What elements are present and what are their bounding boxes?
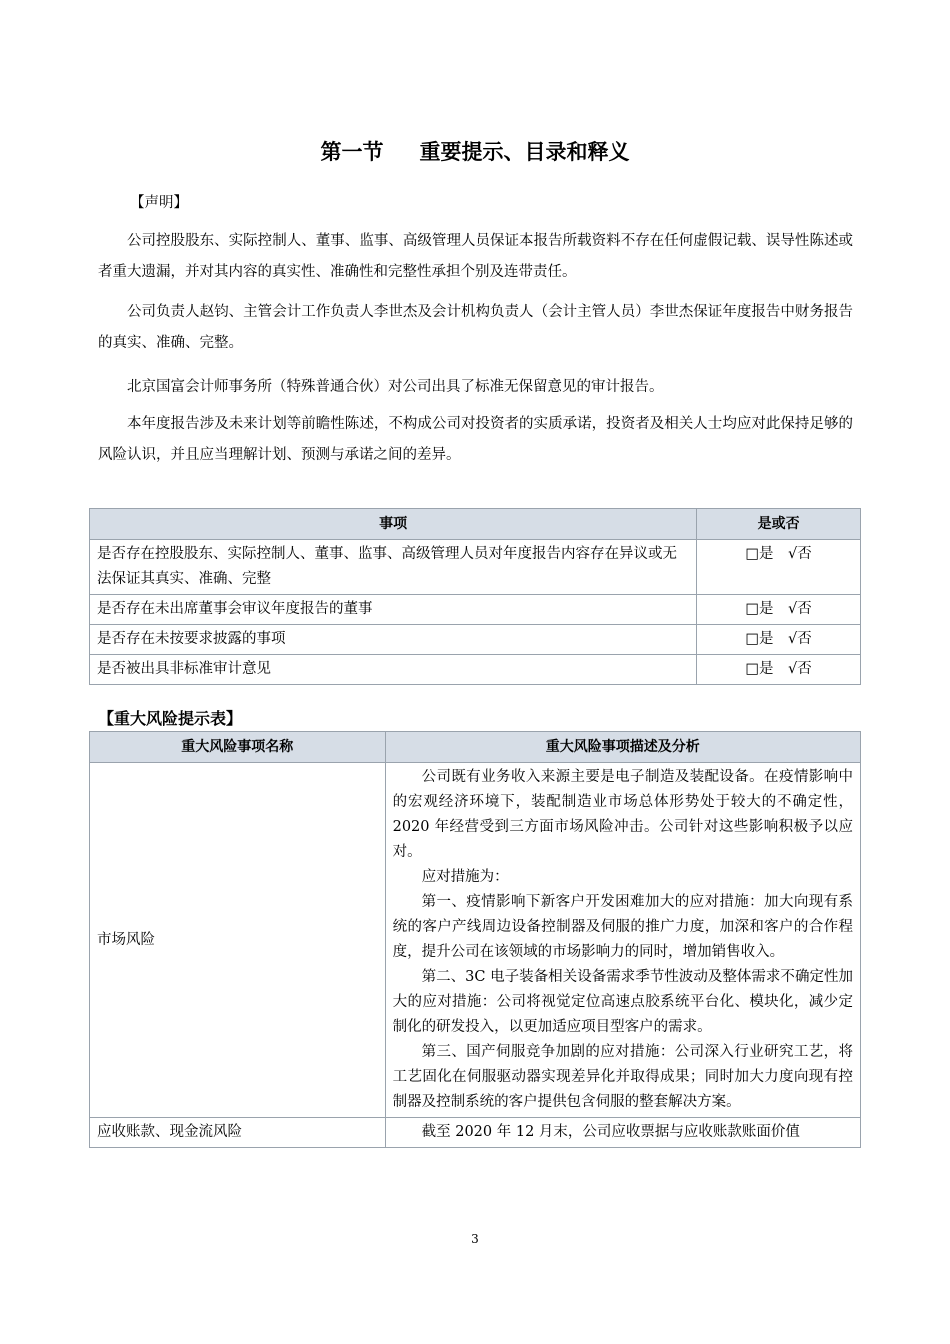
check-item: 是否被出具非标准审计意见 xyxy=(90,655,697,685)
table-header-row xyxy=(90,732,861,763)
table-row xyxy=(90,655,861,685)
risk-name: 应收账款、现金流风险 xyxy=(90,1118,386,1148)
page-number: 3 xyxy=(471,1232,479,1246)
column-header: 是或否 xyxy=(697,509,861,540)
check-table xyxy=(89,508,861,685)
check-answer: □是 √否 xyxy=(697,595,861,625)
risk-paragraph: 公司既有业务收入来源主要是电子制造及装配设备。在疫情影响中的宏观经济环境下，装配制造业市场总体形势处于较大的不确定性，2020 年经营受到三方面市场风险冲击。公司针对这些影响积极予以应对。 xyxy=(392,769,853,860)
table-row xyxy=(90,1118,861,1148)
column-header: 重大风险事项描述及分析 xyxy=(385,732,860,763)
table-row xyxy=(90,540,861,595)
risk-table xyxy=(89,731,861,1148)
column-header: 重大风险事项名称 xyxy=(90,732,386,763)
risk-description xyxy=(385,1118,860,1148)
declaration-heading: 【声明】 xyxy=(130,195,188,211)
declaration-paragraph: 公司负责人赵钧、主管会计工作负责人李世杰及会计机构负责人（会计主管人员）李世杰保证年度报告中财务报告的真实、准确、完整。 xyxy=(98,304,853,351)
risk-paragraph: 第一、疫情影响下新客户开发困难加大的应对措施：加大向现有系统的客户产线周边设备控制器及伺服的推广力度，加深和客户的合作程度，提升公司在该领域的市场影响力的同时，增加销售收入。 xyxy=(392,894,853,960)
check-item: 是否存在未按要求披露的事项 xyxy=(90,625,697,655)
check-answer: □是 √否 xyxy=(697,540,861,595)
risk-paragraph: 第三、国产伺服竞争加剧的应对措施：公司深入行业研究工艺，将工艺固化在伺服驱动器实现差异化并取得成果；同时加大力度向现有控制器及控制系统的客户提供包含伺服的整套解决方案。 xyxy=(392,1044,853,1110)
check-answer: □是 √否 xyxy=(697,655,861,685)
declaration-paragraph: 公司控股股东、实际控制人、董事、监事、高级管理人员保证本报告所载资料不存在任何虚假记载、误导性陈述或者重大遗漏，并对其内容的真实性、准确性和完整性承担个别及连带责任。 xyxy=(98,233,853,280)
table-row xyxy=(90,763,861,1118)
check-item: 是否存在未出席董事会审议年度报告的董事 xyxy=(90,595,697,625)
check-item: 是否存在控股股东、实际控制人、董事、监事、高级管理人员对年度报告内容存在异议或无法保证其真实、准确、完整 xyxy=(90,540,697,595)
column-header: 事项 xyxy=(90,509,697,540)
table-header-row xyxy=(90,509,861,540)
check-answer: □是 √否 xyxy=(697,625,861,655)
risk-paragraph: 第二、3C 电子装备相关设备需求季节性波动及整体需求不确定性加大的应对措施：公司将视觉定位高速点胶系统平台化、模块化，减少定制化的研发投入，以更加适应项目型客户的需求。 xyxy=(392,969,853,1035)
risk-name: 市场风险 xyxy=(90,763,386,1118)
risk-table-heading: 【重大风险提示表】 xyxy=(98,709,243,728)
page-title: 第一节 重要提示、目录和释义 xyxy=(320,140,630,164)
risk-description xyxy=(385,763,860,1118)
risk-paragraph: 截至 2020 年 12 月末，公司应收票据与应收账款账面价值 xyxy=(421,1124,800,1140)
declaration-paragraph: 本年度报告涉及未来计划等前瞻性陈述，不构成公司对投资者的实质承诺，投资者及相关人士均应对此保持足够的风险认识，并且应当理解计划、预测与承诺之间的差异。 xyxy=(98,416,853,463)
risk-paragraph: 应对措施为： xyxy=(421,869,509,885)
declaration-paragraph: 北京国富会计师事务所（特殊普通合伙）对公司出具了标准无保留意见的审计报告。 xyxy=(127,379,664,395)
table-row xyxy=(90,595,861,625)
table-row xyxy=(90,625,861,655)
